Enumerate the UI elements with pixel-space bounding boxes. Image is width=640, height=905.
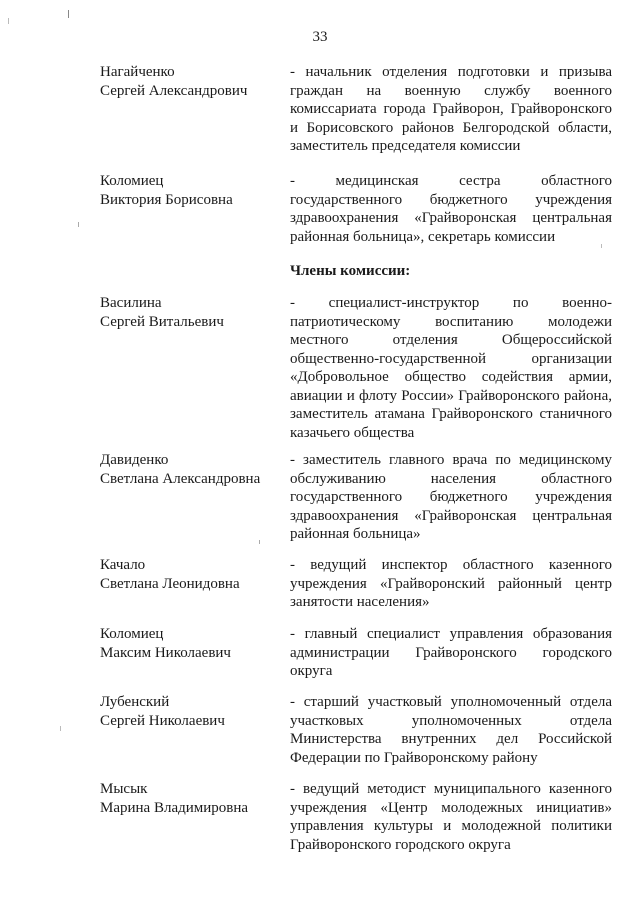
surname: Нагайченко [100, 64, 175, 80]
person-name [100, 172, 280, 209]
person-name [100, 780, 280, 817]
scan-speck [8, 18, 9, 24]
given-names: Сергей Витальевич [100, 313, 224, 330]
duty-description: - специалист-инструктор по военно-патриотическому воспитанию молодежи местного отделения Общероссийской общественно-государственной организации «Добровольное общество содействия армии, авиации и флоту России» Грайворонского района, заместитель атамана Грайворонского станичного казачьего общества [290, 295, 612, 441]
duty-description: - медицинская сестра областного государственного бюджетного учреждения здравоохранения «Грайворонская центральная районная больница», секретарь комиссии [290, 173, 612, 245]
person-name [100, 625, 280, 662]
given-names: Сергей Александрович [100, 82, 248, 99]
duty-description: - ведущий инспектор областного казенного учреждения «Грайворонский районный центр занятости населения» [290, 557, 612, 610]
person-name [100, 294, 280, 331]
surname: Лубенский [100, 694, 170, 710]
given-names: Сергей Николаевич [100, 712, 225, 729]
page-number: 33 [312, 29, 328, 45]
given-names: Максим Николаевич [100, 644, 231, 661]
duty-description: - ведущий методист муниципального казенного учреждения «Центр молодежных инициатив» управления культуры и молодежной политики Грайворонского городского округа [290, 781, 612, 853]
surname: Мысык [100, 781, 148, 797]
duty-description: - заместитель главного врача по медицинскому обслуживанию населения областного государственного бюджетного учреждения здравоохранения «Грайворонская центральная районная больница» [290, 452, 612, 542]
surname: Коломиец [100, 173, 164, 189]
duty-description: - главный специалист управления образования администрации Грайворонского городского округа [290, 626, 612, 679]
given-names: Светлана Александровна [100, 470, 261, 487]
members-heading: Члены комиссии: [290, 263, 411, 279]
given-names: Светлана Леонидовна [100, 575, 240, 592]
scan-speck [60, 726, 61, 731]
surname: Качало [100, 557, 146, 573]
surname: Коломиец [100, 626, 164, 642]
given-names: Виктория Борисовна [100, 191, 233, 208]
surname: Василина [100, 295, 162, 311]
duty-description: - старший участковый уполномоченный отдела участковых уполномоченных отдела Министерства внутренних дел Российской Федерации по Грайворонскому району [290, 694, 612, 766]
surname: Давиденко [100, 452, 169, 468]
scan-speck [601, 244, 602, 248]
person-name [100, 451, 280, 488]
scan-speck [78, 222, 79, 227]
given-names: Марина Владимировна [100, 799, 249, 816]
person-name [100, 556, 280, 593]
scan-speck [68, 10, 69, 18]
person-name [100, 693, 280, 730]
scan-speck [259, 540, 260, 544]
duty-description: - начальник отделения подготовки и призыва граждан на военную службу военного комиссариата города Грайворон, Грайворонского и Борисовского районов Белгородской области, заместитель председателя комиссии [290, 64, 612, 154]
person-name [100, 63, 280, 100]
